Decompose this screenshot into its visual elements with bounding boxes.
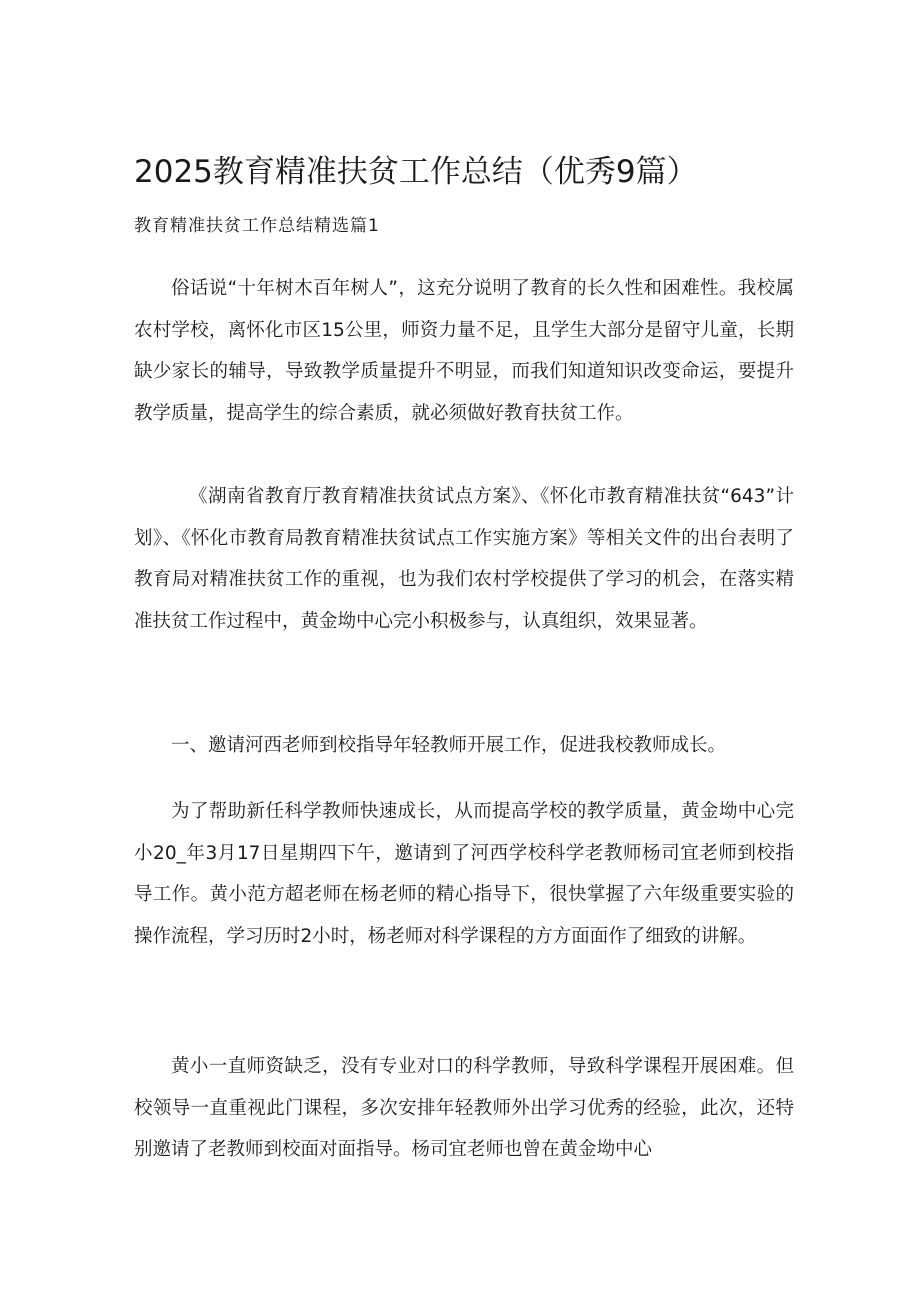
paragraph-3: 为了帮助新任科学教师快速成长，从而提高学校的教学质量，黄金坳中心完小20_年3月17日星期四下午，邀请到了河西学校科学老教师杨司宜老师到校指导工作。黄小范方超老师在杨老师的精心指导下，很快掌握了六年级重要实验的操作流程，学习历时2小时，杨老师对科学课程的方方面面作了细致的讲解。 — [134, 801, 794, 947]
section-heading-1: 一、邀请河西老师到校指导年轻教师开展工作，促进我校教师成长。 — [171, 735, 727, 756]
paragraph-1: 俗话说“十年树木百年树人”，这充分说明了教育的长久性和困难性。我校属农村学校，离怀化市区15公里，师资力量不足，且学生大部分是留守儿童，长期缺少家长的辅导，导致教学质量提升不明显，而我们知道知识改变命运，要提升教学质量，提高学生的综合素质，就必须做好教育扶贫工作。 — [134, 278, 794, 424]
paragraph-4: 黄小一直师资缺乏，没有专业对口的科学教师，导致科学课程开展困难。但校领导一直重视此门课程，多次安排年轻教师外出学习优秀的经验，此次，还特别邀请了老教师到校面对面指导。杨司宜老师也曾在黄金坳中心 — [134, 1056, 794, 1160]
document-title: 2025教育精准扶贫工作总结（优秀9篇） — [134, 154, 698, 190]
section-subtitle: 教育精准扶贫工作总结精选篇1 — [134, 216, 380, 236]
paragraph-2: 《湖南省教育厅教育精准扶贫试点方案》、《怀化市教育精准扶贫“643”计划》、《怀化市教育局教育精准扶贫试点工作实施方案》等相关文件的出台表明了教育局对精准扶贫工作的重视，也为我们农村学校提供了学习的机会，在落实精准扶贫工作过程中，黄金坳中心完小积极参与，认真组织，效果显著。 — [134, 486, 794, 632]
